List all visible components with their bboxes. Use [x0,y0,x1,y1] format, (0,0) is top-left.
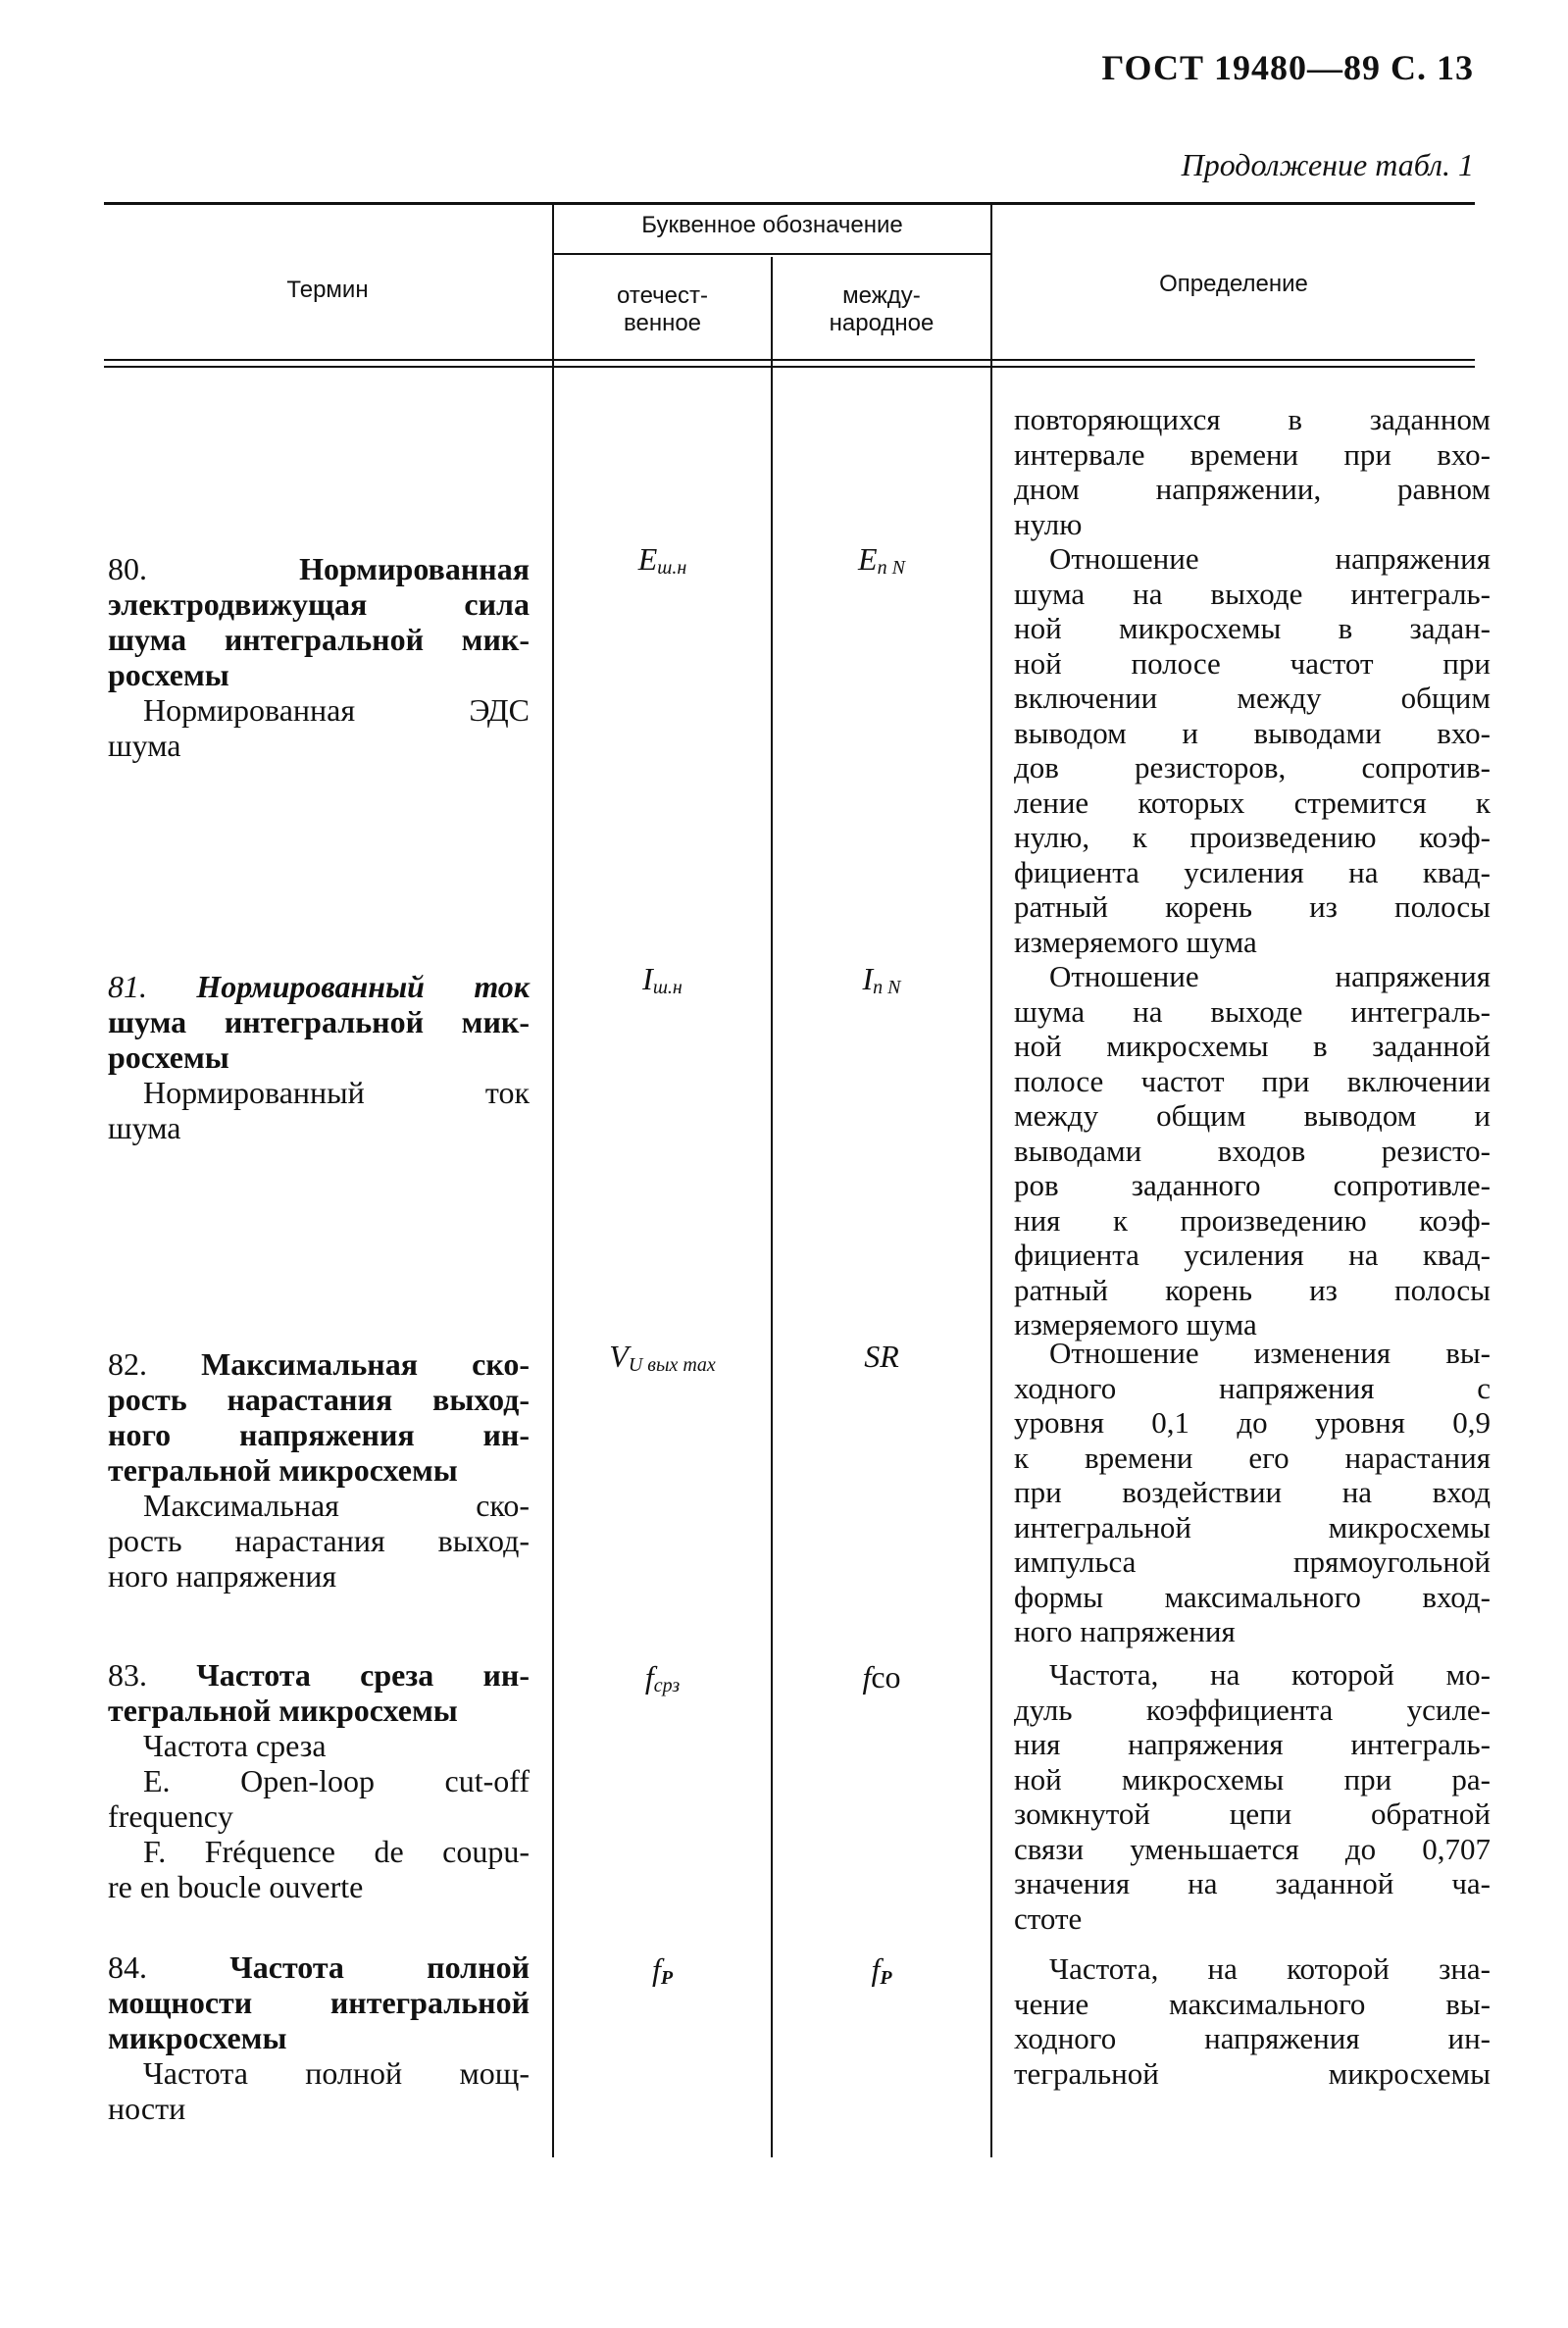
term-synonym: Частота полной мощ- [143,2055,530,2091]
term-synonym: ного напряжения [108,1558,337,1594]
term-title-line: рость нарастания выход- [108,1382,530,1417]
symbol-domestic-81: $I_{ш.н}$ [642,961,683,998]
term-title-line: шума интегральной мик- [108,622,530,657]
def-line: ров заданного сопротивле- [1014,1168,1491,1202]
def-line: ной микросхемы в задан- [1014,611,1491,645]
definition-81 [1014,959,1491,1342]
def-line: шума на выходе интеграль- [1014,576,1491,611]
def-line: зомкнутой цепи обратной [1014,1797,1491,1831]
def-line: шума на выходе интеграль- [1014,993,1491,1029]
term-83 [108,1657,530,1904]
def-line: ной микросхемы при ра- [1014,1761,1491,1797]
definition-83 [1014,1657,1491,1936]
def-line: фициента усиления на квад- [1014,1238,1491,1272]
term-synonym: рость нарастания выход- [108,1523,530,1558]
term-number: 82. [108,1346,147,1382]
symbol-intl-82: SR [864,1339,899,1374]
def-line: полосе частот при включении [1014,1063,1491,1098]
table-continuation-label: Продолжение табл. 1 [1181,147,1474,182]
def-line: ния напряжения интеграль- [1014,1727,1491,1761]
header-definition: Определение [1159,271,1308,297]
term-title-line: Частота среза ин- [196,1657,531,1693]
definition-82 [1014,1336,1491,1649]
term-title-line: микросхемы [108,2020,287,2055]
def-line: уровня 0,1 до уровня 0,9 [1014,1405,1491,1440]
term-number: 83. [108,1657,147,1693]
table-header-rule-2 [104,366,1475,368]
symbol-domestic-84: $f_P$ [651,1951,674,1989]
def-line: ной полосе частот при [1014,645,1491,681]
term-number: 81. [108,969,147,1004]
term-title-line: росхемы [108,1039,229,1075]
term-title-line: тегральной микросхемы [108,1452,458,1488]
col-divider-1 [552,204,554,2157]
header-domestic: отечест- венное [617,282,708,336]
symbol-domestic-83: $f_{срз}$ [644,1659,681,1696]
term-synonym: frequency [108,1798,233,1834]
def-line: ной микросхемы в заданной [1014,1029,1491,1063]
def-line: Отношение напряжения [1049,959,1491,993]
term-synonym: Частота среза [143,1728,327,1763]
def-line: Отношение напряжения [1049,541,1491,576]
def-line: между общим выводом и [1014,1098,1491,1133]
term-synonym: шума [108,728,181,763]
term-title-line: шума интегральной мик- [108,1004,530,1039]
definition-80 [1014,541,1491,959]
symbol-domestic-82: $V_{U вых max}$ [609,1339,716,1376]
term-synonym: Максимальная ско- [143,1488,530,1523]
carry-definition [1014,402,1491,541]
term-synonym: F. Fréquence de coupu- [143,1834,530,1869]
def-line: ходного напряжения с [1014,1370,1491,1405]
header-term: Термин [286,277,369,303]
term-title-line: Частота полной [229,1949,531,1985]
def-line: ление которых стремится к [1014,784,1491,820]
def-line: выводами входов резисто- [1014,1133,1491,1168]
def-line: при воздействии на вход [1014,1475,1491,1509]
term-title-line: Максимальная ско- [201,1346,530,1382]
def-line: связи уменьшается до 0,707 [1014,1831,1491,1866]
header-international: между- народное [829,282,935,336]
def-line: Отношение изменения вы- [1049,1336,1491,1370]
def-line: стоте [1014,1900,1083,1936]
def-line: Частота, на которой мо- [1049,1657,1491,1692]
def-line: интервале времени при вхо- [1014,436,1491,472]
term-80 [108,551,530,763]
header-letter-designation: Буквенное обозначение [641,212,903,238]
def-line: измеряемого шума [1014,1307,1257,1341]
term-title-line: Нормированный ток [196,969,530,1004]
term-synonym: re en boucle ouverte [108,1869,364,1904]
def-line: интегральной микросхемы [1014,1509,1491,1544]
def-line: ного напряжения [1014,1614,1236,1648]
term-title-line: тегральной микросхемы [108,1693,458,1728]
letter-subheader-rule [553,253,991,255]
def-line: дном напряжении, равном [1014,472,1491,506]
table-top-rule [104,202,1475,205]
term-title-line: мощности интегральной [108,1985,530,2020]
term-title-line: ного напряжения ин- [108,1417,530,1452]
def-line: импульса прямоугольной [1014,1544,1491,1579]
def-line: фициента усиления на квад- [1014,854,1491,889]
symbol-intl-83: fco [862,1659,901,1695]
def-line: включении между общим [1014,681,1491,715]
term-synonym: шума [108,1110,181,1145]
def-line: тегральной микросхемы [1014,2055,1491,2091]
def-line: формы максимального вход- [1014,1579,1491,1614]
def-line: дуль коэффициента усиле- [1014,1692,1491,1727]
def-line: ратный корень из полосы [1014,1272,1491,1307]
term-number: 80. [108,551,147,586]
def-line: значения на заданной ча- [1014,1866,1491,1900]
term-title-line: Нормированная [299,551,530,586]
term-synonym: ности [108,2091,186,2126]
term-synonym: Нормированный ток [143,1075,530,1110]
def-line: нулю [1014,506,1083,541]
def-line: повторяющихся в заданном [1014,402,1491,436]
def-line: ния к произведению коэф- [1014,1202,1491,1238]
term-synonym: E. Open-loop cut-off [143,1763,530,1798]
def-line: дов резисторов, сопротив- [1014,750,1491,784]
term-82 [108,1346,530,1594]
term-81 [108,969,530,1145]
symbol-intl-80: $E_{n N}$ [858,541,905,579]
col-divider-3 [990,204,992,2157]
term-title-line: электродвижущая сила [108,586,530,622]
symbol-intl-81: $I_{n N}$ [862,961,901,998]
term-title-line: росхемы [108,657,229,692]
def-line: к времени его нарастания [1014,1440,1491,1475]
def-line: выводом и выводами вхо- [1014,715,1491,750]
symbol-domestic-80: $Е_{ш.н}$ [637,541,687,579]
table-header-rule [104,359,1475,361]
term-synonym: Нормированная ЭДС [143,692,530,728]
def-line: чение максимального вы- [1014,1986,1491,2021]
def-line: нулю, к произведению коэф- [1014,820,1491,854]
symbol-intl-84: $f_P$ [871,1951,892,1989]
def-line: ратный корень из полосы [1014,889,1491,924]
def-line: Частота, на которой зна- [1049,1951,1491,1986]
term-number: 84. [108,1949,147,1985]
page-header-code: ГОСТ 19480—89 С. 13 [1101,48,1474,87]
term-84 [108,1949,530,2126]
def-line: ходного напряжения ин- [1014,2021,1491,2055]
def-line: измеряемого шума [1014,924,1257,959]
definition-84 [1014,1951,1491,2091]
